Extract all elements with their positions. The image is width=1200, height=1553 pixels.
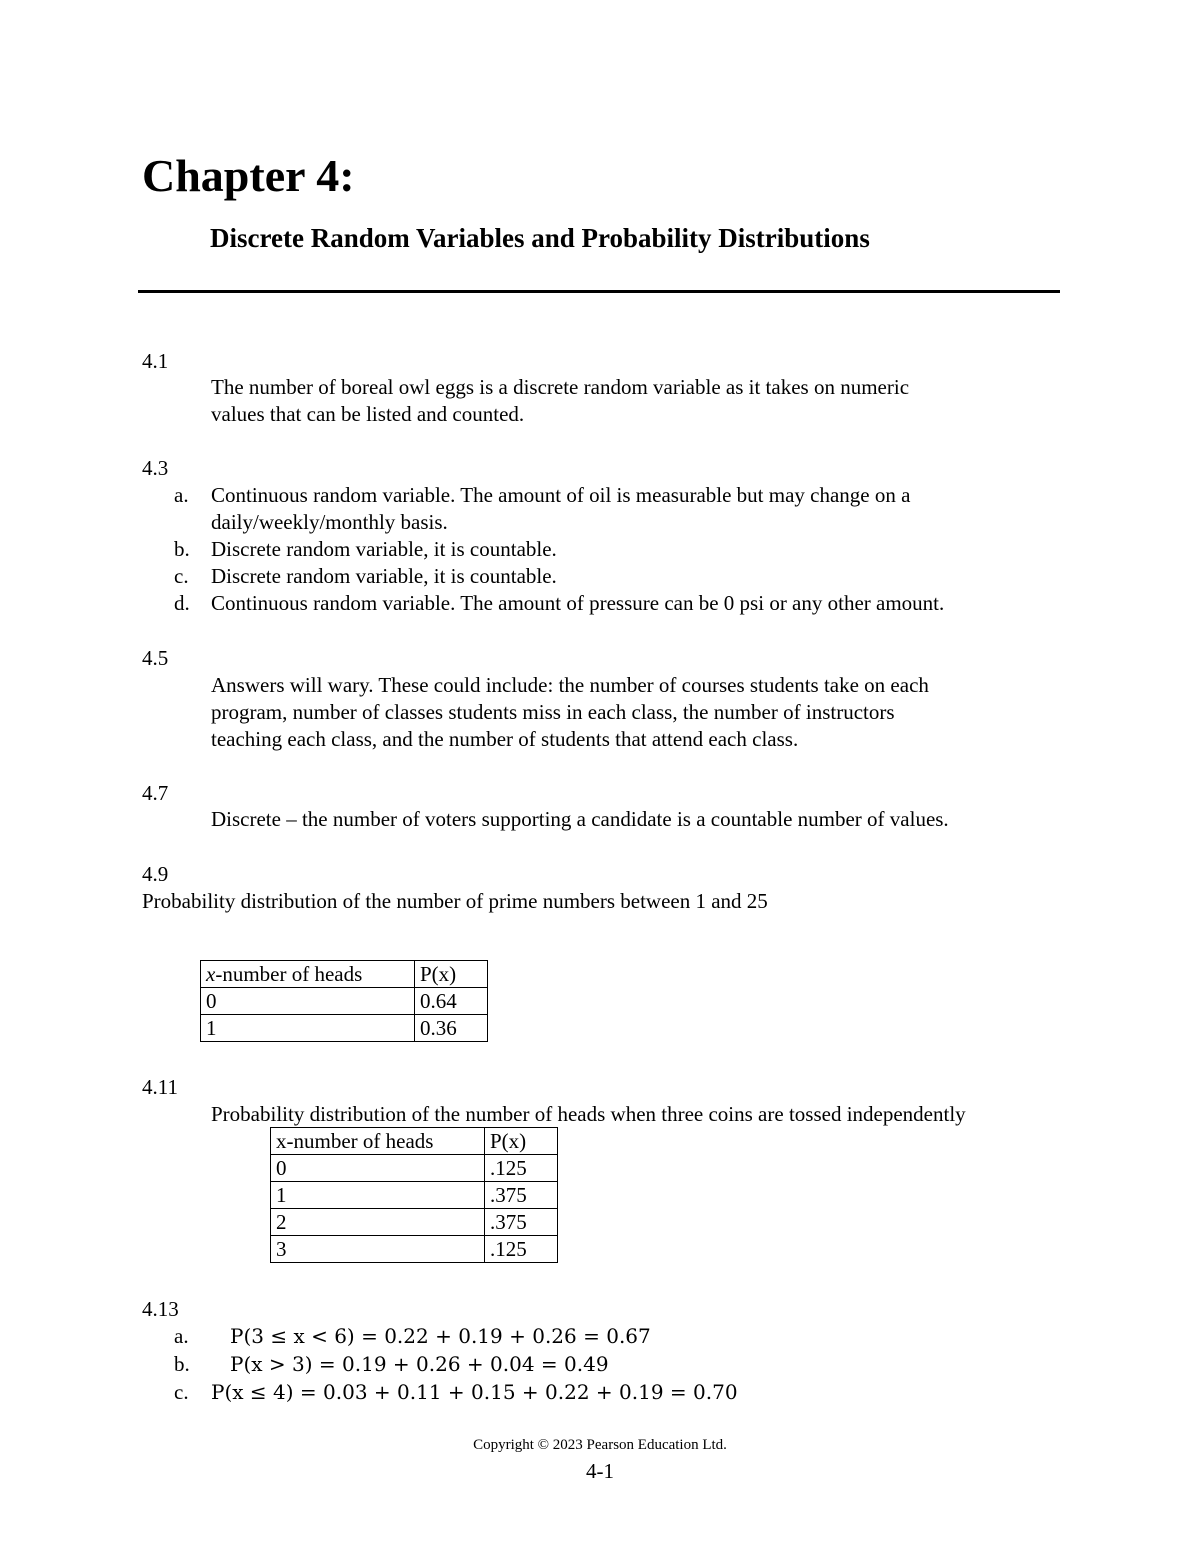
answer-4-1-line-2: values that can be listed and counted. (211, 402, 525, 426)
table-cell-x: 2 (271, 1209, 485, 1236)
table-cell-p: .125 (485, 1155, 558, 1182)
item-label-4-13-c: c. (174, 1380, 189, 1404)
answer-4-7: Discrete – the number of voters supporting a candidate is a countable number of values. (211, 807, 949, 831)
table-cell-p: 0.36 (415, 1015, 488, 1042)
table-row (201, 988, 488, 1015)
item-label-4-3-a: a. (174, 483, 189, 507)
question-number-4-1: 4.1 (142, 349, 169, 373)
table-row (271, 1209, 558, 1236)
header-x-cell (201, 961, 415, 988)
title-divider (138, 290, 1060, 293)
table-cell-p: .375 (485, 1182, 558, 1209)
header-x-cell: x-number of heads (271, 1128, 485, 1155)
header-x-variable: x (206, 962, 216, 986)
question-number-4-9: 4.9 (142, 862, 169, 886)
page-number: 4-1 (586, 1459, 614, 1483)
answer-4-3-d: Continuous random variable. The amount of pressure can be 0 psi or any other amount. (211, 591, 945, 615)
table-header-row (271, 1128, 558, 1155)
formula-4-13-b: P(x > 3) = 0.19 + 0.26 + 0.04 = 0.49 (230, 1352, 609, 1376)
table-row (271, 1236, 558, 1263)
table-header-row (201, 961, 488, 988)
table-row (271, 1182, 558, 1209)
answer-4-3-b: Discrete random variable, it is countable. (211, 537, 557, 561)
answer-4-3-a-line-1: Continuous random variable. The amount of oil is measurable but may change on a (211, 483, 911, 507)
table-cell-x: 1 (201, 1015, 415, 1042)
answer-4-3-c: Discrete random variable, it is countable. (211, 564, 557, 588)
header-x-label: -number of heads (215, 962, 363, 986)
header-p-cell: P(x) (485, 1128, 558, 1155)
table-cell-x: 0 (271, 1155, 485, 1182)
table-cell-p: .375 (485, 1209, 558, 1236)
question-number-4-11: 4.11 (142, 1075, 178, 1099)
answer-4-1-line-1: The number of boreal owl eggs is a discrete random variable as it takes on numeric (211, 375, 910, 399)
item-label-4-3-b: b. (174, 537, 190, 561)
question-number-4-13: 4.13 (142, 1297, 179, 1321)
item-label-4-3-d: d. (174, 591, 190, 615)
formula-4-13-c: P(x ≤ 4) = 0.03 + 0.11 + 0.15 + 0.22 + 0.19 = 0.70 (211, 1380, 738, 1404)
answer-4-3-a-line-2: daily/weekly/monthly basis. (211, 510, 448, 534)
caption-4-11: Probability distribution of the number of heads when three coins are tossed independently (211, 1102, 966, 1126)
question-number-4-5: 4.5 (142, 646, 169, 670)
answer-4-5-line-2: program, number of classes students miss in each class, the number of instructors (211, 700, 895, 724)
chapter-title: Chapter 4: (142, 150, 355, 201)
table-row (271, 1155, 558, 1182)
copyright-notice: Copyright © 2023 Pearson Education Ltd. (473, 1437, 727, 1453)
table-4-9 (200, 960, 488, 1042)
table-cell-p: .125 (485, 1236, 558, 1263)
item-label-4-13-b: b. (174, 1352, 190, 1376)
table-cell-x: 0 (201, 988, 415, 1015)
table-cell-x: 3 (271, 1236, 485, 1263)
table-cell-p: 0.64 (415, 988, 488, 1015)
question-number-4-3: 4.3 (142, 456, 169, 480)
answer-4-5-line-1: Answers will wary. These could include: the number of courses students take on each (211, 673, 929, 697)
item-label-4-3-c: c. (174, 564, 189, 588)
table-cell-x: 1 (271, 1182, 485, 1209)
answer-4-5-line-3: teaching each class, and the number of students that attend each class. (211, 727, 799, 751)
header-p-cell: P(x) (415, 961, 488, 988)
item-label-4-13-a: a. (174, 1324, 189, 1348)
formula-4-13-a: P(3 ≤ x < 6) = 0.22 + 0.19 + 0.26 = 0.67 (230, 1324, 651, 1348)
table-4-11 (270, 1127, 558, 1263)
caption-4-9: Probability distribution of the number of prime numbers between 1 and 25 (142, 889, 768, 913)
chapter-subtitle: Discrete Random Variables and Probability Distributions (210, 223, 870, 253)
table-row (201, 1015, 488, 1042)
question-number-4-7: 4.7 (142, 781, 169, 805)
